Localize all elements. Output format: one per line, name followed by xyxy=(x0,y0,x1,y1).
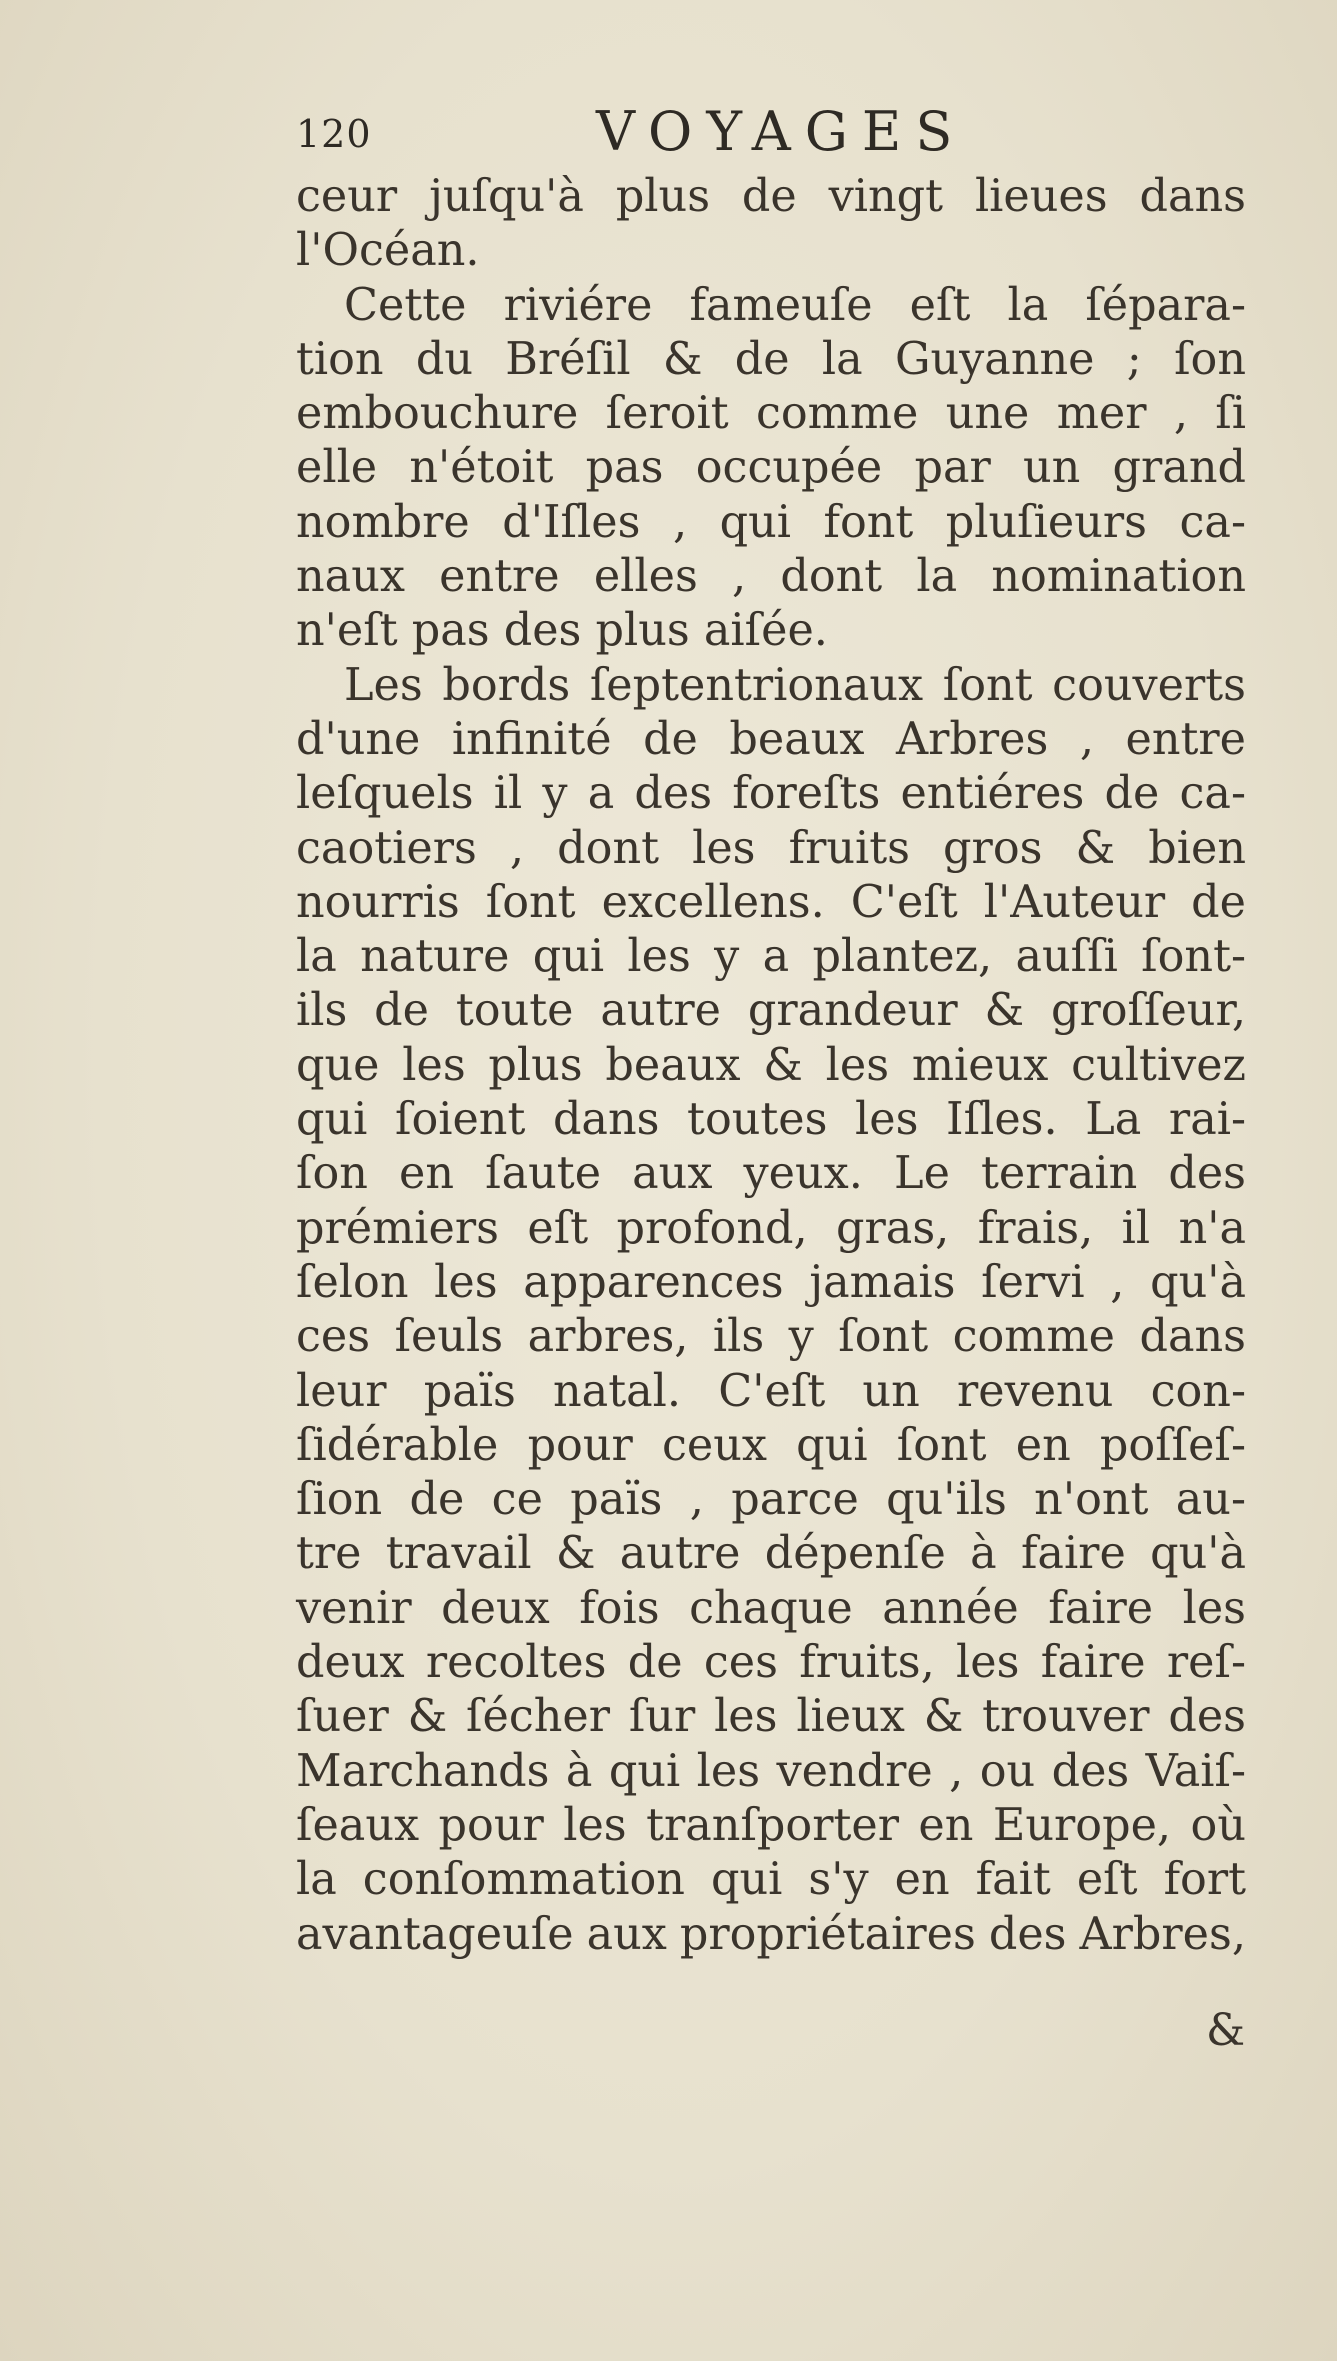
running-head: VOYAGES xyxy=(596,100,967,163)
text-line: caotiers , dont les fruits gros & bien xyxy=(296,822,1246,874)
text-line: ces ſeuls arbres, ils y ſont comme dans xyxy=(296,1311,1246,1363)
text-line: que les plus beaux & les mieux cultivez xyxy=(296,1039,1246,1091)
text-line: Cette riviére fameuſe eſt la ſépara- xyxy=(344,279,1246,331)
text-line: tre travail & autre dépenſe à faire qu'à xyxy=(296,1528,1246,1580)
text-line: tion du Bréſil & de la Guyanne ; ſon xyxy=(296,333,1246,385)
text-line: venir deux fois chaque année faire les xyxy=(296,1582,1246,1634)
page-number: 120 xyxy=(296,112,372,156)
text-line: prémiers eſt profond, gras, frais, il n'a xyxy=(296,1202,1246,1254)
body-text xyxy=(296,170,1246,1962)
text-line: ſeaux pour les tranſporter en Europe, où xyxy=(296,1799,1246,1851)
text-line: ſidérable pour ceux qui ſont en poſſeſ- xyxy=(296,1419,1246,1471)
text-line: ſuer & ſécher ſur les lieux & trouver des xyxy=(296,1691,1246,1743)
text-line: embouchure ſeroit comme une mer , ſi xyxy=(296,388,1246,440)
catchword: & xyxy=(1206,2005,1246,2056)
text-line: ſelon les apparences jamais ſervi , qu'à xyxy=(296,1256,1246,1308)
text-line: ſon en ſaute aux yeux. Le terrain des xyxy=(296,1148,1246,1200)
text-line: nourris ſont excellens. C'eſt l'Auteur de xyxy=(296,876,1246,928)
page-header xyxy=(296,100,996,163)
text-line: d'une infinité de beaux Arbres , entre xyxy=(296,713,1246,765)
text-line: n'eſt pas des plus aiſée. xyxy=(296,605,828,657)
text-line: leſquels il y a des foreſts entiéres de ca- xyxy=(296,768,1246,820)
text-line: Marchands à qui les vendre , ou des Vaiſ- xyxy=(296,1745,1246,1797)
text-line: naux entre elles , dont la nomination xyxy=(296,551,1246,603)
text-line: la conſommation qui s'y en fait eſt fort xyxy=(296,1854,1246,1906)
text-line: l'Océan. xyxy=(296,225,480,277)
text-line: ceur juſqu'à plus de vingt lieues dans xyxy=(296,171,1246,222)
text-line: elle n'étoit pas occupée par un grand xyxy=(296,442,1246,494)
text-line: la nature qui les y a plantez, auſſi ſont- xyxy=(296,931,1246,983)
text-line: avantageuſe aux propriétaires des Arbres, xyxy=(296,1908,1246,1960)
text-line: leur païs natal. C'eſt un revenu con- xyxy=(296,1365,1246,1417)
text-line: deux recoltes de ces fruits, les faire reſ- xyxy=(296,1637,1246,1689)
text-line: Les bords ſeptentrionaux ſont couverts xyxy=(344,659,1246,711)
text-line: ſion de ce païs , parce qu'ils n'ont au- xyxy=(296,1474,1246,1526)
text-line: qui ſoient dans toutes les Iſles. La rai- xyxy=(296,1094,1246,1146)
text-line: nombre d'Iſles , qui font pluſieurs ca- xyxy=(296,496,1246,548)
text-line: ils de toute autre grandeur & groſſeur, xyxy=(296,985,1246,1037)
